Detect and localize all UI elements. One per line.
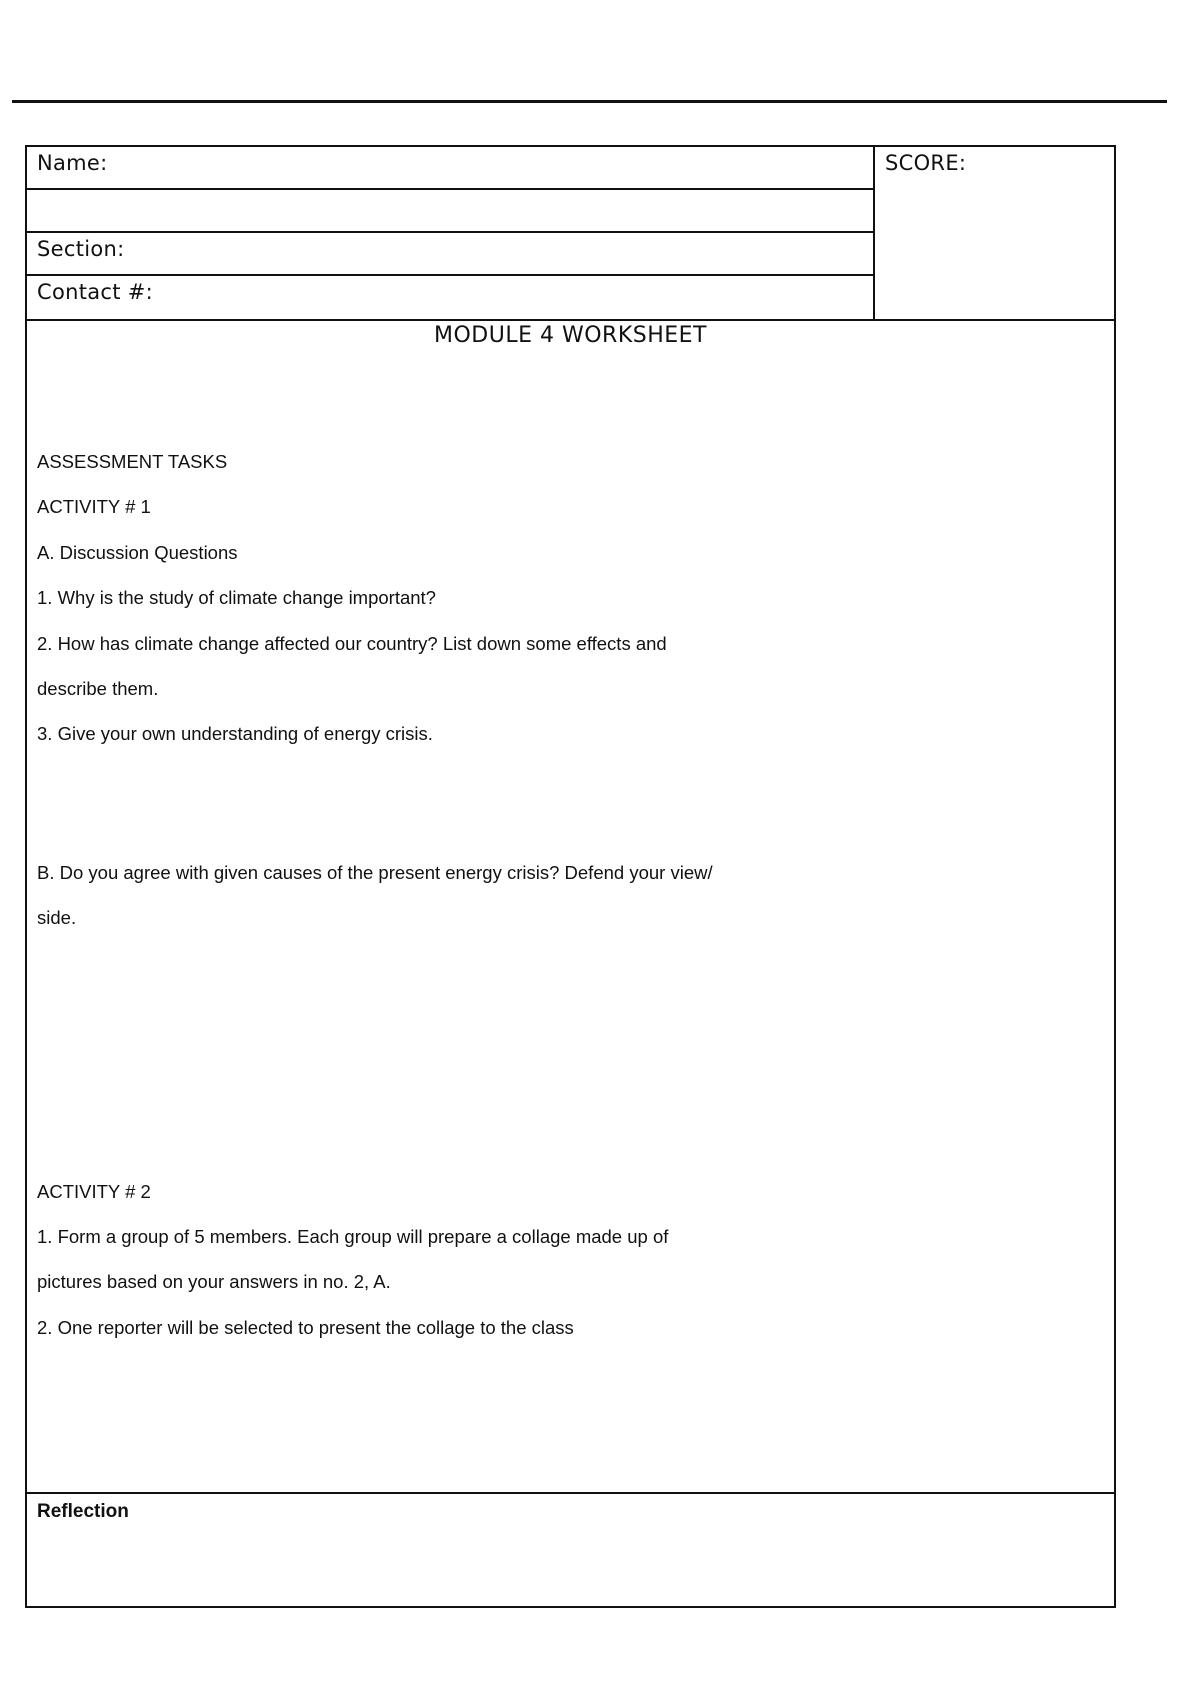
top-rule bbox=[12, 100, 1167, 103]
reflection-divider bbox=[27, 1492, 1114, 1494]
question-2-line2: describe them. bbox=[37, 678, 159, 699]
blank-field[interactable] bbox=[27, 190, 873, 233]
reflection-label: Reflection bbox=[37, 1501, 129, 1522]
activity2-item2: 2. One reporter will be selected to present the collage to the class bbox=[37, 1317, 574, 1338]
student-fields bbox=[27, 147, 875, 319]
part-b-line2: side. bbox=[37, 907, 77, 928]
part-a-heading: A. Discussion Questions bbox=[37, 542, 238, 563]
name-field[interactable] bbox=[27, 147, 873, 190]
section-field[interactable] bbox=[27, 233, 873, 276]
worksheet-frame bbox=[25, 145, 1116, 1608]
score-label: SCORE: bbox=[885, 151, 967, 175]
name-label: Name: bbox=[37, 151, 108, 175]
section-label: Section: bbox=[37, 237, 125, 261]
contact-field[interactable] bbox=[27, 276, 873, 319]
assessment-heading: ASSESSMENT TASKS bbox=[37, 451, 228, 472]
worksheet-title: MODULE 4 WORKSHEET bbox=[433, 323, 707, 348]
activity2-item1-line1: 1. Form a group of 5 members. Each group will prepare a collage made up of bbox=[37, 1226, 669, 1247]
question-2-line1: 2. How has climate change affected our country? List down some effects and bbox=[37, 633, 667, 654]
activity2-item1-line2: pictures based on your answers in no. 2, A. bbox=[37, 1271, 391, 1292]
activity2-heading: ACTIVITY # 2 bbox=[37, 1181, 151, 1202]
student-info-header bbox=[27, 147, 1114, 321]
activity1-heading: ACTIVITY # 1 bbox=[37, 496, 151, 517]
question-1: 1. Why is the study of climate change important? bbox=[37, 587, 436, 608]
part-b-line1: B. Do you agree with given causes of the present energy crisis? Defend your view/ bbox=[37, 862, 713, 883]
question-3: 3. Give your own understanding of energy crisis. bbox=[37, 723, 433, 744]
contact-label: Contact #: bbox=[37, 280, 154, 304]
